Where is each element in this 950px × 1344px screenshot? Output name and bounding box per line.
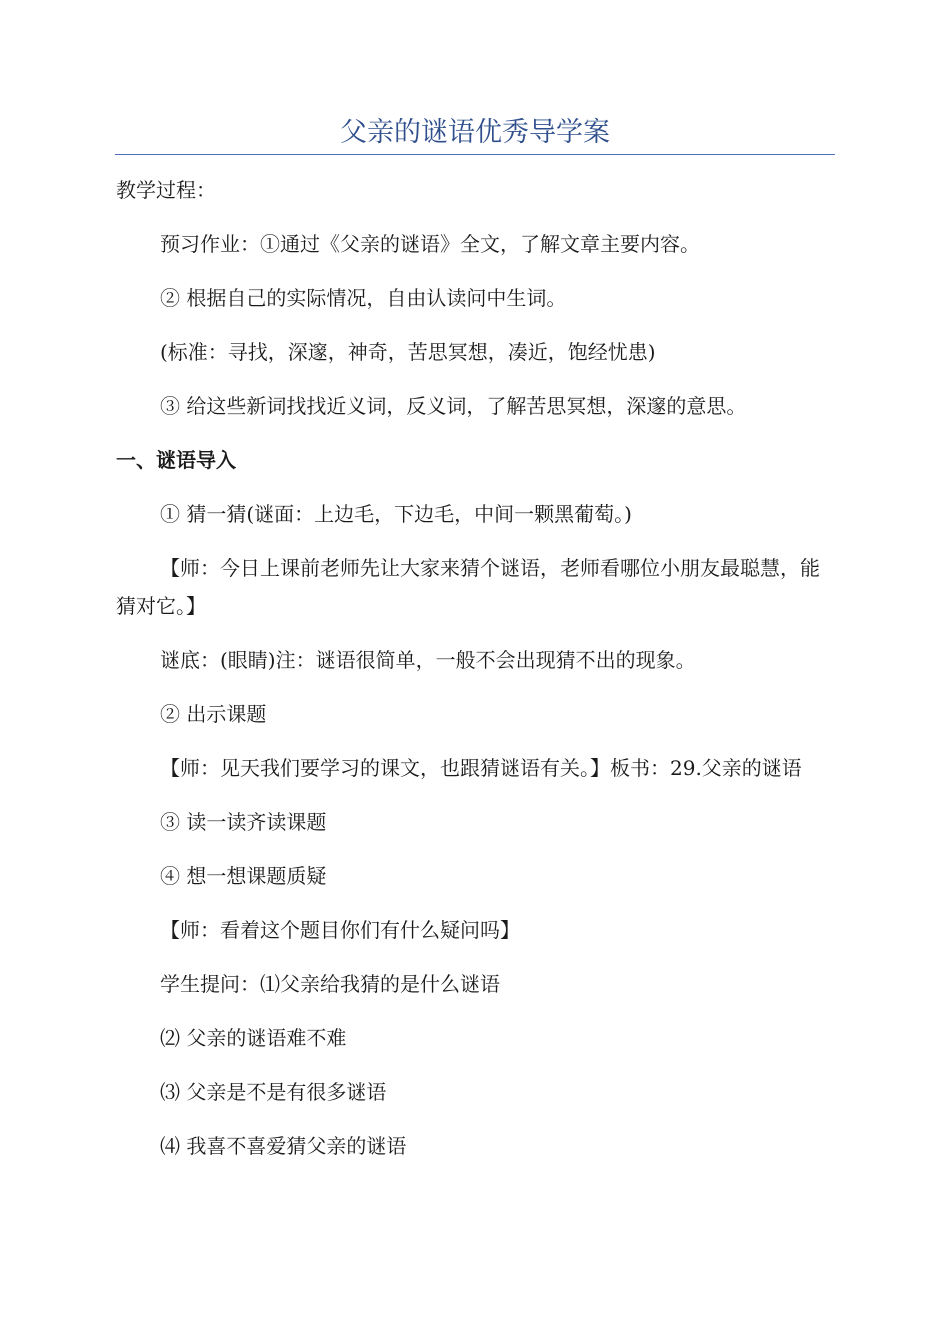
paragraph-student-question-2: ⑵ 父亲的谜语难不难 bbox=[160, 1026, 347, 1050]
section-heading-riddle-intro: 一、谜语导入 bbox=[116, 448, 236, 472]
paragraph-preview-homework: 预习作业：①通过《父亲的谜语》全文，了解文章主要内容。 bbox=[160, 232, 700, 256]
paragraph-question-topic: ④ 想一想课题质疑 bbox=[160, 864, 327, 888]
paragraph-read-new-words: ② 根据自己的实际情况，自由认读问中生词。 bbox=[160, 286, 567, 310]
paragraph-word-standard: (标准：寻找，深邃，神奇，苦思冥想，凑近，饱经忧患) bbox=[160, 340, 656, 364]
paragraph-teacher-riddle: 【师：今日上课前老师先让大家来猜个谜语，老师看哪位小朋友最聪慧，能猜对它。】 bbox=[116, 556, 820, 618]
paragraph-student-question-1: 学生提问：⑴父亲给我猜的是什么谜语 bbox=[160, 972, 500, 996]
paragraph-student-question-4: ⑷ 我喜不喜爱猜父亲的谜语 bbox=[160, 1134, 407, 1158]
paragraph-student-question-3: ⑶ 父亲是不是有很多谜语 bbox=[160, 1080, 387, 1104]
paragraph-teacher-question: 【师：看着这个题目你们有什么疑问吗】 bbox=[160, 918, 520, 942]
paragraph-read-topic: ③ 读一读齐读课题 bbox=[160, 810, 327, 834]
document-body bbox=[116, 175, 834, 1161]
paragraph-teacher-topic: 【师：见天我们要学习的课文，也跟猜谜语有关。】板书：29.父亲的谜语 bbox=[160, 756, 802, 780]
paragraph-show-topic: ② 出示课题 bbox=[160, 702, 267, 726]
paragraph-teaching-process: 教学过程： bbox=[116, 178, 216, 202]
title-underline bbox=[115, 154, 835, 155]
document-title: 父亲的谜语优秀导学案 bbox=[340, 117, 610, 148]
paragraph-riddle-answer: 谜底：(眼睛)注：谜语很简单，一般不会出现猜不出的现象。 bbox=[160, 648, 696, 672]
paragraph-synonyms: ③ 给这些新词找找近义词，反义词，了解苦思冥想，深邃的意思。 bbox=[160, 394, 747, 418]
paragraph-guess-riddle: ① 猜一猜(谜面：上边毛，下边毛，中间一颗黑葡萄。) bbox=[160, 502, 632, 526]
